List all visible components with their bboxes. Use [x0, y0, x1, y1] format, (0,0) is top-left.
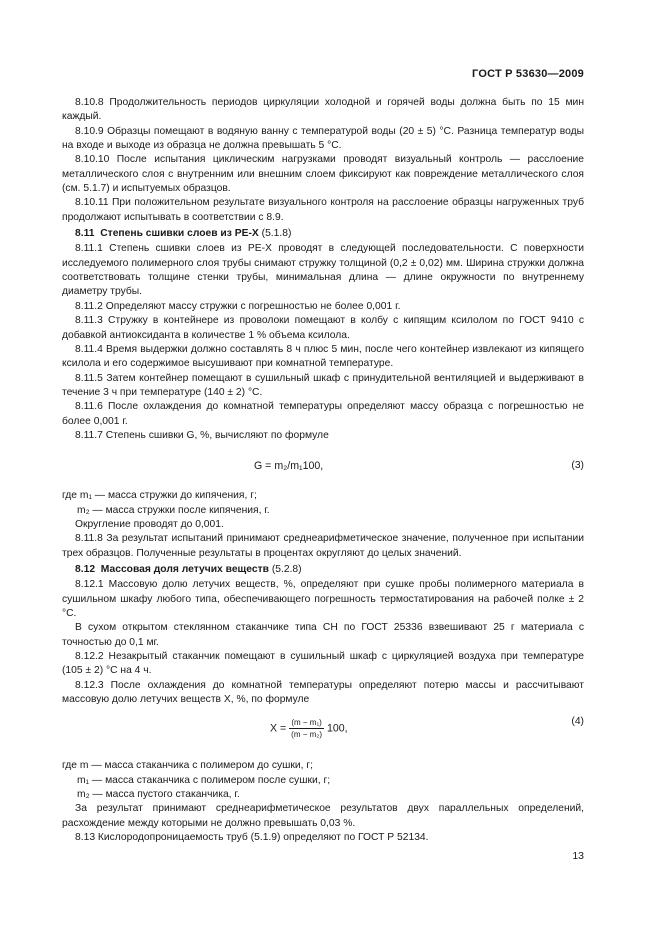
document-body [62, 96, 584, 845]
formula-3-number: (3) [571, 460, 584, 472]
formula-4-denominator: (m − m₂) [291, 730, 323, 740]
formula-3 [62, 453, 584, 481]
formula-4-expression [270, 717, 348, 740]
paragraph-8-10-10: 8.10.10 После испытания циклическим нагрузками проводят визуальный контроль — расслоение металлического слоя с внутренним или внешним слоем фиксируют как повреждение металлического слоя (см. 5.1.7) и испытуемых образцов. [62, 154, 584, 195]
paragraph-8-11-2: 8.11.2 Определяют массу стружки с погрешностью не более 0,001 г. [75, 300, 401, 312]
document-code-header: ГОСТ Р 53630—2009 [472, 68, 584, 80]
paragraph-8-10-11: 8.10.11 При положительном результате визуального контроля на расслоение образцы нагруженных труб продолжают испытывать в соответствии с 8.9. [62, 197, 584, 223]
paragraph-8-12-2: 8.12.2 Незакрытый стаканчик помещают в сушильный шкаф с циркуляцией воздуха при температуре (105 ± 2) °С на 4 ч. [62, 651, 584, 677]
paragraph-8-12-1: 8.12.1 Массовую долю летучих веществ, %, определяют при сушке пробы полимерного материала в сушильном шкафу любого типа, обеспечивающего погрешность термостатирования на рабочей полке ± 2 °С. [62, 579, 584, 619]
paragraph-8-12-3-continued: За результат принимают среднеарифметическое результатов двух параллельных определений, расхождение между которыми не должно превышать 0,03 %. [62, 803, 584, 829]
section-heading-8-12 [62, 563, 584, 577]
where-clause-3-m1: где m₁ — масса стружки до кипячения, г; [62, 490, 257, 502]
formula-4-fraction [289, 717, 324, 740]
formula-3-expression: G = m₂/m₁100, [254, 460, 324, 473]
paragraph-8-11-5: 8.11.5 Затем контейнер помещают в сушильный шкаф с принудительной вентиляцией и выдерживают в течение 3 ч при температуре (140 ± 2) °С. [62, 372, 584, 398]
section-reference: (5.1.8) [261, 228, 292, 240]
paragraph-8-10-9: 8.10.9 Образцы помещают в водяную ванну с температурой воды (20 ± 5) °С. Разница температур воды на входе и выходе из образца не должна превышать 5 °С. [62, 125, 584, 152]
formula-4 [62, 715, 584, 753]
section-reference: (5.2.8) [271, 563, 302, 575]
section-number: 8.12 [75, 563, 96, 575]
paragraph-8-11-4: 8.11.4 Время выдержки должно составлять 8 ч плюс 5 мин, после чего контейнер извлекают из кипящего ксилола и его содержимое высушивают при комнатной температуре. [62, 343, 584, 370]
section-number: 8.11 [75, 228, 95, 240]
rounding-note: Округление проводят до 0,001. [75, 518, 224, 530]
where-clause-4-m1: m₁ — масса стаканчика с полимером после сушки, г; [77, 774, 331, 786]
section-title: Степень сшивки слоев из РЕ-Х [100, 228, 259, 240]
paragraph-8-10-8: 8.10.8 Продолжительность периодов циркуляции холодной и горячей воды должна быть по 15 мин каждый. [62, 97, 584, 123]
paragraph-8-11-3: 8.11.3 Стружку в контейнере из проволоки помещают в колбу с кипящим ксилолом по ГОСТ 9410 с добавкой антиоксиданта в количестве 1 % объема ксилола. [62, 315, 584, 341]
formula-4-lhs: X = [270, 722, 287, 735]
page-number: 13 [572, 850, 584, 862]
paragraph-8-11-1: 8.11.1 Степень сшивки слоев из РЕ-Х проводят в следующей последовательности. С поверхности исследуемого полимерного слоя трубы снимают стружку толщиной (0,2 ± 0,02) мм. Ширина стружки должна соответствовать толщине стенки трубы, минимальная длина — длине окружности по внутреннему диаметру трубы. [62, 243, 584, 298]
paragraph-8-12-3: 8.12.3 После охлаждения до комнатной температуры определяют потерю массы и рассчитывают массовую долю летучих веществ X, %, по формуле [62, 679, 584, 706]
where-clause-3-m2: m₂ — масса стружки после кипячения, г. [77, 504, 270, 516]
paragraph-8-13: 8.13 Кислородопроницаемость труб (5.1.9) определяют по ГОСТ Р 52134. [75, 832, 429, 844]
paragraph-8-11-8: 8.11.8 За результат испытаний принимают среднеарифметическое значение, полученное при испытании трех образцов. Полученные результаты в процентах округляют до целых значений. [62, 533, 584, 559]
section-title: Массовая доля летучих веществ [100, 563, 269, 575]
paragraph-8-12-1-continued: В сухом открытом стеклянном стаканчике типа СН по ГОСТ 25336 взвешивают 25 г материала с точностью до 0,1 мг. [62, 622, 584, 648]
paragraph-8-11-7: 8.11.7 Степень сшивки G, %, вычисляют по формуле [75, 429, 329, 441]
formula-4-tail: 100, [327, 722, 348, 735]
section-heading-8-11 [62, 227, 584, 241]
where-clause-4-m2: m₂ — масса пустого стаканчика, г. [77, 789, 240, 801]
formula-4-numerator: (m − m₁) [289, 717, 324, 729]
where-clause-4-m: где m — масса стаканчика с полимером до сушки, г; [62, 760, 314, 772]
formula-4-number: (4) [571, 716, 584, 728]
paragraph-8-11-6: 8.11.6 После охлаждения до комнатной температуры определяют массу образца с погрешностью не более 0,001 г. [62, 401, 584, 427]
